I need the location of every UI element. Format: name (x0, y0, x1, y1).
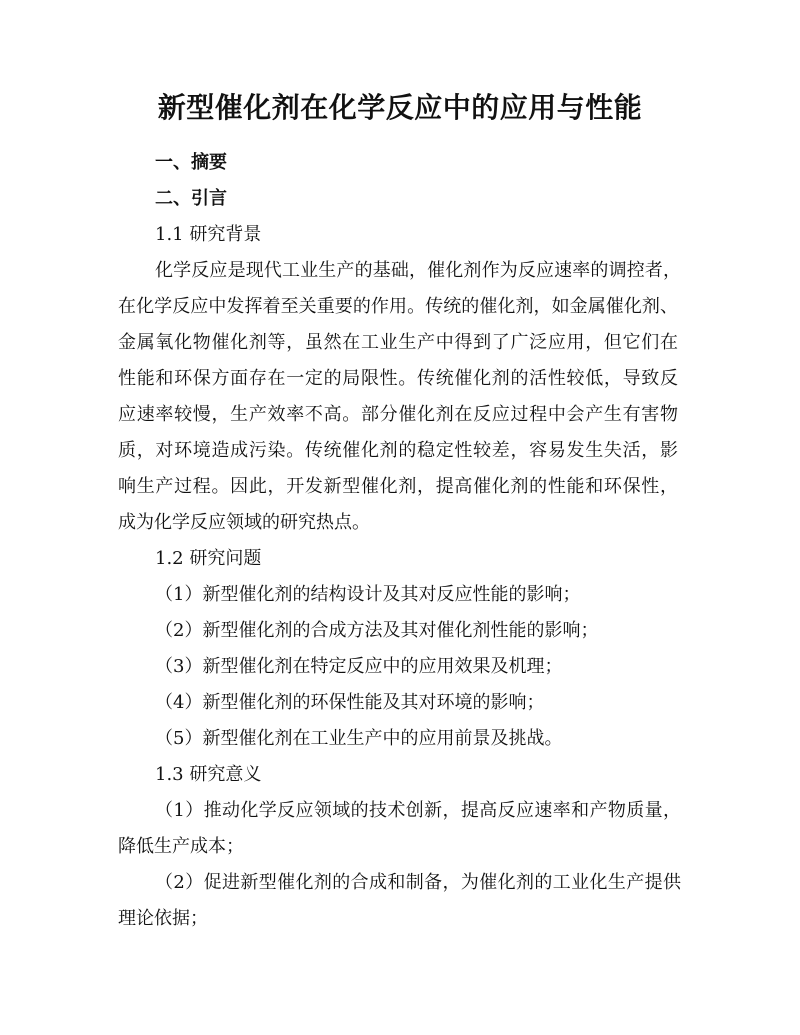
document-title: 新型催化剂在化学反应中的应用与性能 (157, 91, 643, 124)
paragraph-line: 应速率较慢，生产效率不高。部分催化剂在反应过程中会产生有害物 (118, 404, 678, 425)
paragraph-line: 在化学反应中发挥着至关重要的作用。传统的催化剂，如金属催化剂、 (118, 296, 678, 317)
paragraph-line: 理论依据； (118, 908, 208, 929)
section-heading-introduction: 二、引言 (155, 188, 227, 209)
list-item: （5）新型催化剂在工业生产中的应用前景及挑战。 (155, 728, 563, 749)
paragraph-line: 成为化学反应领域的研究热点。 (118, 512, 370, 533)
paragraph-line: 化学反应是现代工业生产的基础，催化剂作为反应速率的调控者， (155, 260, 681, 281)
paragraph-line: （2）促进新型催化剂的合成和制备，为催化剂的工业化生产提供 (155, 872, 681, 893)
subsection-heading-research-questions: 1.2 研究问题 (155, 548, 262, 569)
subsection-heading-significance: 1.3 研究意义 (155, 764, 262, 785)
list-item: （3）新型催化剂在特定反应中的应用效果及机理； (155, 656, 563, 677)
list-item: （4）新型催化剂的环保性能及其对环境的影响； (155, 692, 545, 713)
paragraph-line: 质，对环境造成污染。传统催化剂的稳定性较差，容易发生失活，影 (118, 440, 678, 461)
paragraph-line: 性能和环保方面存在一定的局限性。传统催化剂的活性较低，导致反 (118, 368, 678, 389)
section-heading-abstract: 一、摘要 (155, 152, 227, 173)
list-item: （2）新型催化剂的合成方法及其对催化剂性能的影响； (155, 620, 599, 641)
subsection-heading-background: 1.1 研究背景 (155, 224, 262, 245)
paragraph-line: 降低生产成本； (118, 836, 244, 857)
paragraph-line: （1）推动化学反应领域的技术创新，提高反应速率和产物质量， (155, 800, 681, 821)
paragraph-line: 响生产过程。因此，开发新型催化剂，提高催化剂的性能和环保性， (118, 476, 678, 497)
paragraph-line: 金属氧化物催化剂等，虽然在工业生产中得到了广泛应用，但它们在 (118, 332, 678, 353)
list-item: （1）新型催化剂的结构设计及其对反应性能的影响； (155, 584, 581, 605)
